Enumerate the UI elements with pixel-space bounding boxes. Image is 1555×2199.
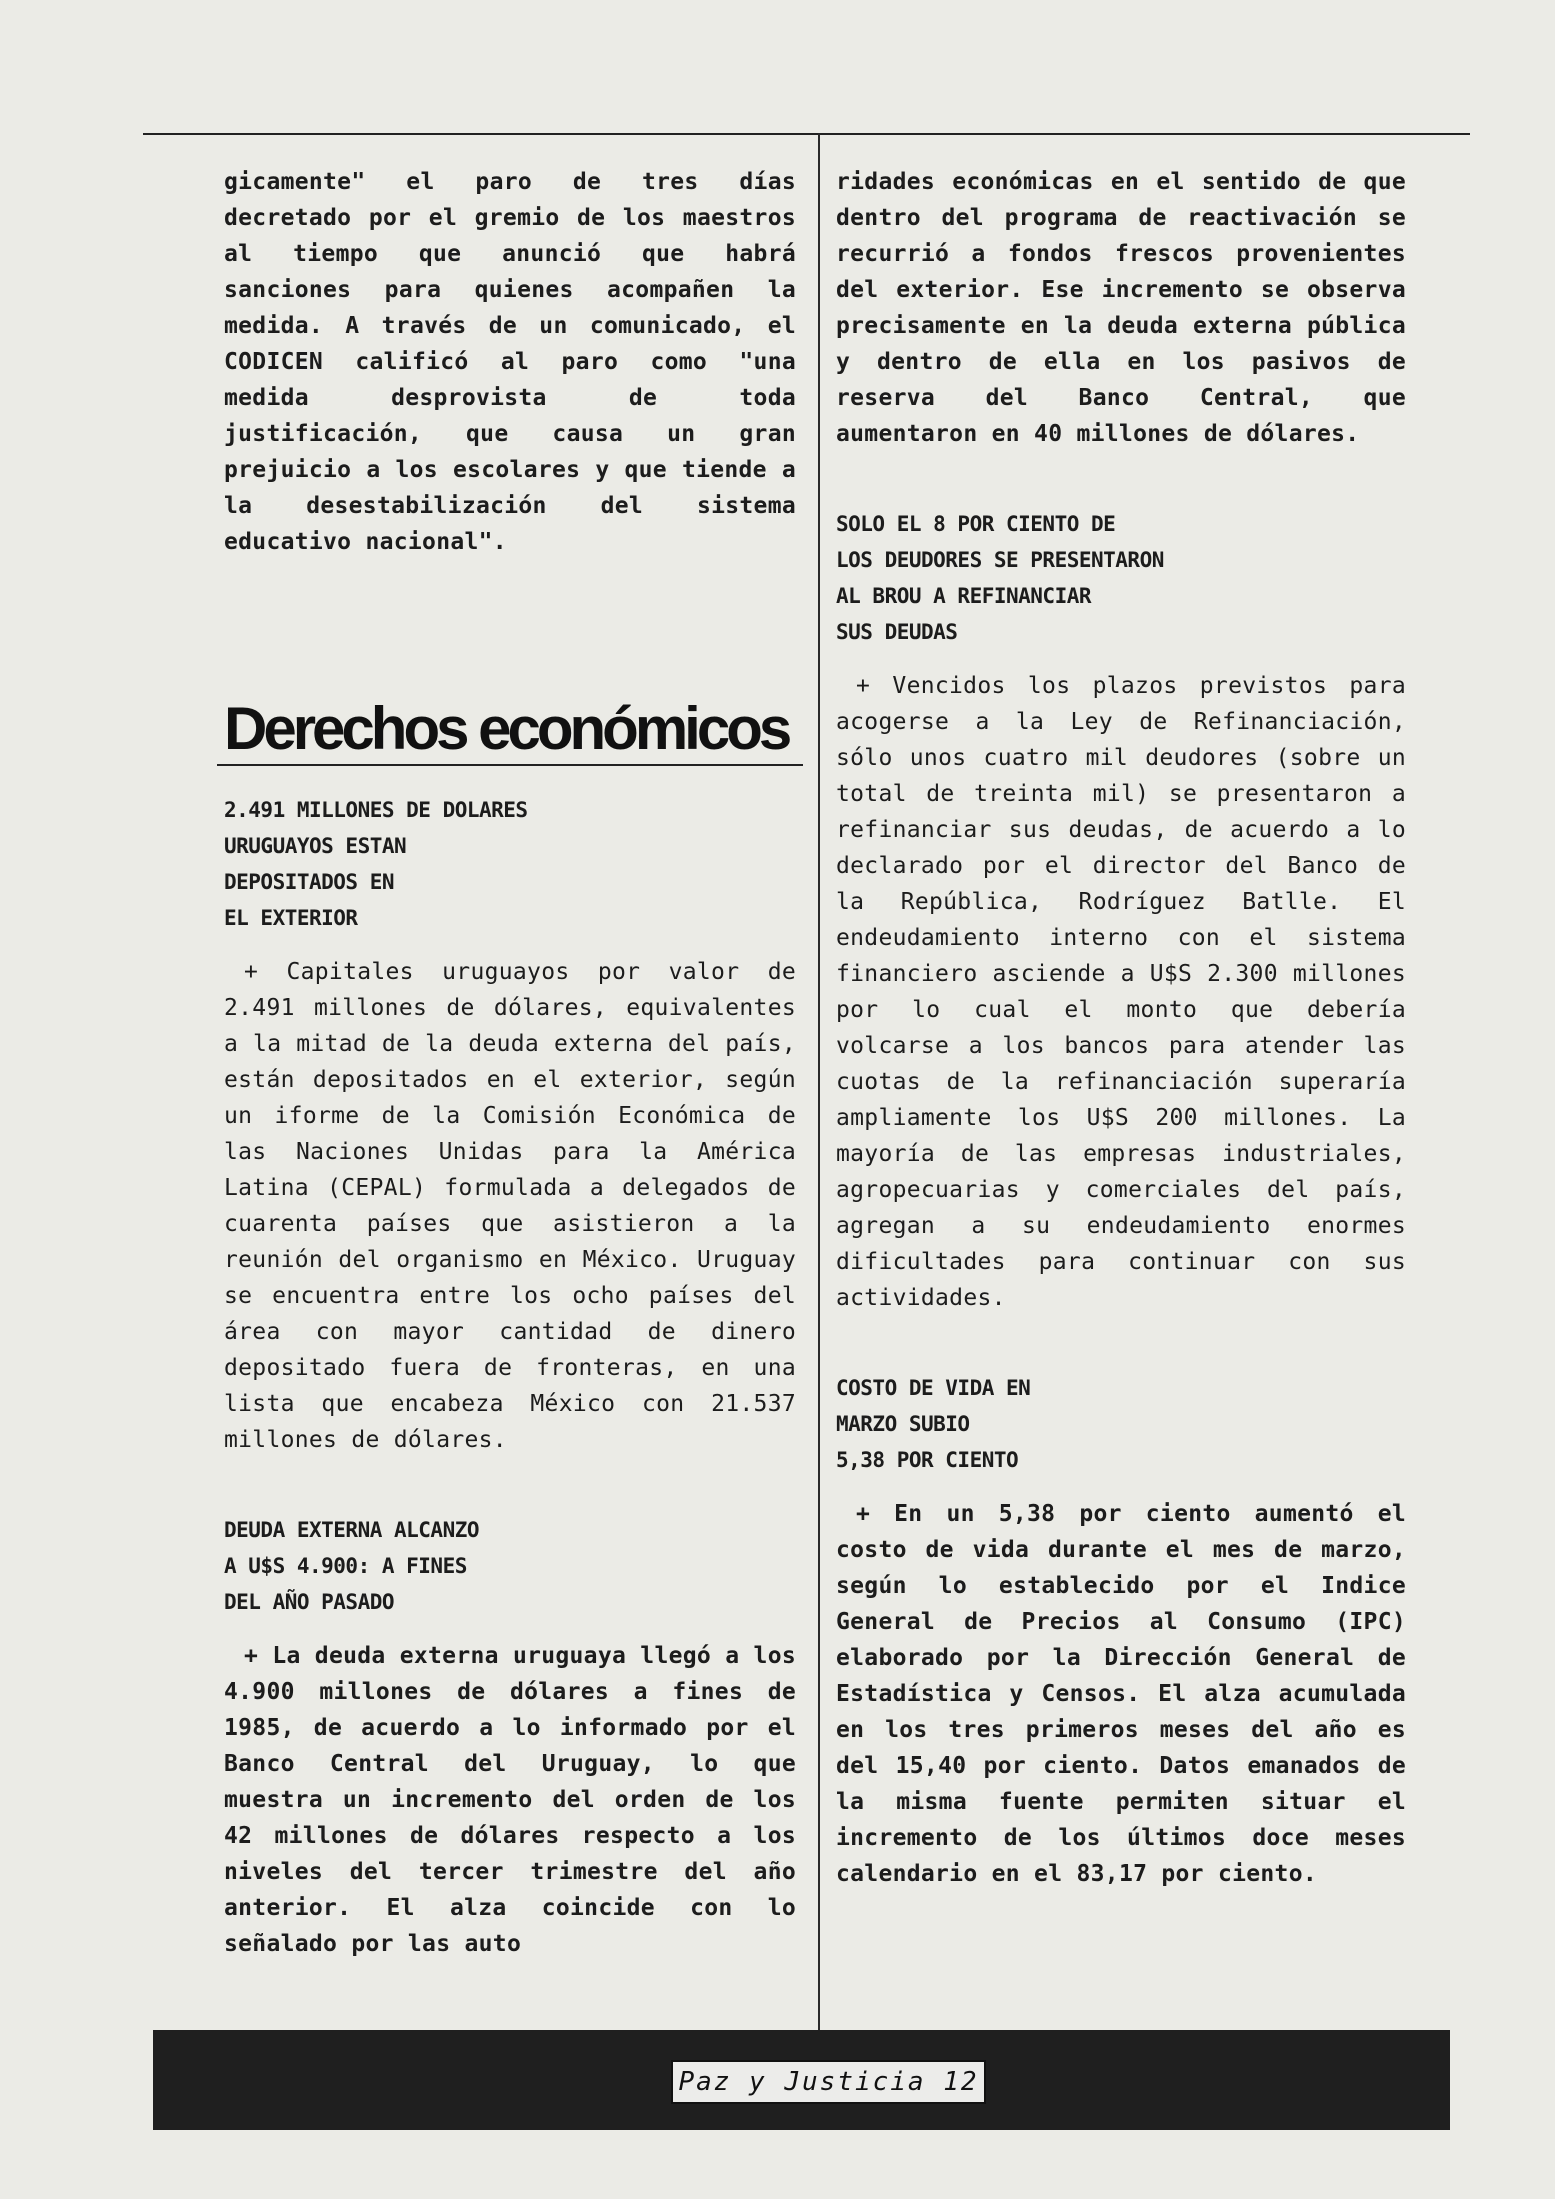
right-column	[836, 164, 1406, 1892]
footer-page-label: Paz y Justicia 12	[671, 2060, 986, 2104]
column-divider	[818, 133, 820, 2033]
continued-paragraph-left: gicamente" el paro de tres días decretado por el gremio de los maestros al tiempo que anunció que habrá sanciones para quienes acompañen la medida. A través de un comunicado, el CODICEN calificó al paro como "una medida desprovista de toda justificación, que causa un gran prejuicio a los escolares y que tiende a la desestabilización del sistema educativo nacional".	[224, 169, 796, 555]
article-heading: 2.491 MILLONES DE DOLARES URUGUAYOS ESTAN DEPOSITADOS EN EL EXTERIOR	[224, 798, 528, 930]
article-body: + En un 5,38 por ciento aumentó el costo de vida durante el mes de marzo, según lo establecido por el Indice General de Precios al Consumo (IPC) elaborado por la Dirección General de Estadística y Censos. El alza acumulada en los tres primeros meses del año es del 15,40 por ciento. Datos emanados de la misma fuente permiten situar el incremento de los últimos doce meses calendario en el 83,17 por ciento.	[836, 1501, 1406, 1887]
article-heading: COSTO DE VIDA EN MARZO SUBIO 5,38 POR CIENTO	[836, 1376, 1031, 1472]
article-heading: DEUDA EXTERNA ALCANZO A U$S 4.900: A FINES DEL AÑO PASADO	[224, 1518, 480, 1614]
article-body: + Capitales uruguayos por valor de 2.491 millones de dólares, equivalentes a la mitad de la deuda externa del país, están depositados en el exterior, según un iforme de la Comisión Económica de las Naciones Unidas para la América Latina (CEPAL) formulada a delegados de cuarenta países que asistieron a la reunión del organismo en México. Uruguay se encuentra entre los ocho países del área con mayor cantidad de dinero depositado fuera de fronteras, en una lista que encabeza México con 21.537 millones de dólares.	[224, 959, 796, 1453]
article-body: + Vencidos los plazos previstos para acogerse a la Ley de Refinanciación, sólo unos cuatro mil deudores (sobre un total de treinta mil) se presentaron a refinanciar sus deudas, de acuerdo a lo declarado por el director del Banco de la República, Rodríguez Batlle. El endeudamiento interno con el sistema financiero asciende a U$S 2.300 millones por lo cual el monto que debería volcarse a los bancos para atender las cuotas de la refinanciación superaría ampliamente los U$S 200 millones. La mayoría de las empresas industriales, agropecuarias y comerciales del país, agregan a su endeudamiento enormes dificultades para continuar con sus actividades.	[836, 673, 1406, 1311]
article-body: + La deuda externa uruguaya llegó a los 4.900 millones de dólares a fines de 1985, de acuerdo a lo informado por el Banco Central del Uruguay, lo que muestra un incremento del orden de los 42 millones de dólares respecto a los niveles del tercer trimestre del año anterior. El alza coincide con lo señalado por las auto	[224, 1643, 796, 1957]
article-heading: SOLO EL 8 POR CIENTO DE LOS DEUDORES SE PRESENTARON AL BROU A REFINANCIAR SUS DEUDAS	[836, 512, 1164, 644]
left-column	[224, 164, 796, 1962]
continued-paragraph-right: ridades económicas en el sentido de que dentro del programa de reactivación se recurrió a fondos frescos provenientes del exterior. Ese incremento se observa precisamente en la deuda externa pública y dentro de ella en los pasivos de reserva del Banco Central, que aumentaron en 40 millones de dólares.	[836, 169, 1406, 447]
top-rule	[143, 133, 1470, 135]
section-title: Derechos económicos	[224, 695, 789, 762]
